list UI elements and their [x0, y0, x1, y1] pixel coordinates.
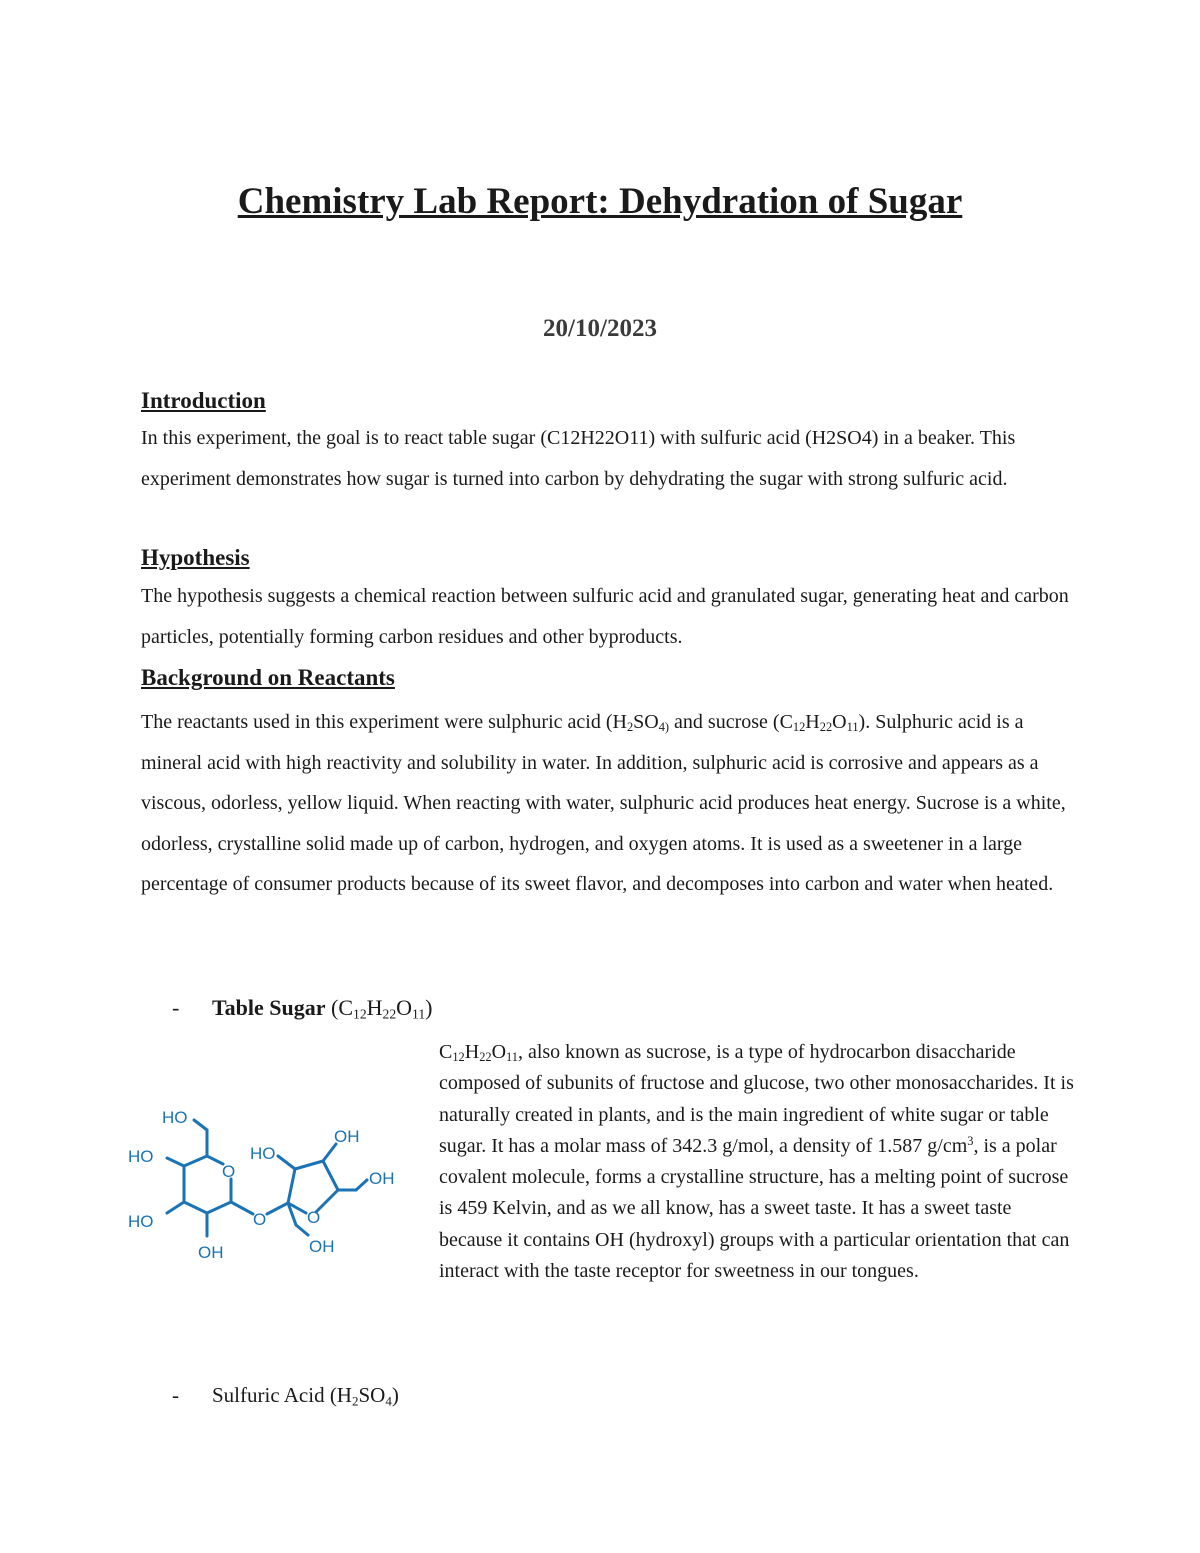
table-sugar-label: Table Sugar	[212, 995, 326, 1020]
molecule-label-ho: HO	[128, 1212, 154, 1231]
background-text: The reactants used in this experiment were sulphuric acid ($H_2SO_{4)}$ and sucrose $(C_{12}H_{22}O_{11})$. Sulphuric acid is a mineral acid with high reactivity and solubility in water. In addition, sulphuric acid is corrosive and appears as a viscous, odorless, yellow liquid. When reacting with water, sulphuric acid produces heat energy. Sucrose is a white, odorless, crystalline solid made up of carbon, hydrogen, and oxygen atoms. It is used as a sweetener in a large percentage of consumer products because of its sweet flavor, and decomposes into carbon and water when heated.	[141, 711, 1066, 895]
molecule-label-ho: HO	[128, 1147, 154, 1166]
hypothesis-heading: Hypothesis	[141, 545, 250, 570]
introduction-text: In this experiment, the goal is to react table sugar (C12H22O11) with sulfuric acid (H2SO4) in a beaker. This experiment demonstrates how sugar is turned into carbon by dehydrating the sugar with strong sulfuric acid.	[141, 427, 1016, 490]
molecule-label-oh: OH	[334, 1127, 360, 1146]
molecule-label-o: O	[253, 1210, 267, 1229]
introduction-heading: Introduction	[141, 388, 266, 413]
molecule-label-o: O	[222, 1162, 236, 1181]
molecule-label-o: O	[307, 1208, 321, 1227]
molecule-label-ho: HO	[162, 1108, 188, 1127]
background-heading: Background on Reactants	[141, 665, 395, 690]
sulfuric-acid-bullet: - Sulfuric Acid $(H_2SO_4)$	[172, 1383, 399, 1409]
document-title: Chemistry Lab Report: Dehydration of Sugar	[237, 181, 963, 222]
sucrose-structure-diagram	[110, 1060, 420, 1310]
hypothesis-text: The hypothesis suggests a chemical reaction between sulfuric acid and granulated sugar, generating heat and carbon particles, potentially forming carbon residues and other byproducts.	[141, 585, 1069, 648]
molecule-label-oh: OH	[309, 1237, 335, 1256]
molecule-label-oh: OH	[369, 1169, 395, 1188]
molecule-label-ho: HO	[250, 1144, 276, 1163]
molecule-label-oh: OH	[198, 1243, 224, 1262]
table-sugar-description: $C_{12}H_{22}O_{11}$, also known as sucrose, is a type of hydrocarbon disaccharide composed of subunits of fructose and glucose, two other monosaccharides. It is naturally created in plants, and is the main ingredient of white sugar or table sugar. It has a molar mass of 342.3 g/mol, a density of 1.587 $g/cm^3$, is a polar covalent molecule, forms a crystalline structure, has a melting point of sucrose is 459 Kelvin, and as we all know, has a sweet taste. It has a sweet taste because it contains OH (hydroxyl) groups with a particular orientation that can interact with the taste receptor for sweetness in our tongues.	[439, 1041, 1074, 1283]
report-date: 20/10/2023	[543, 315, 657, 342]
table-sugar-bullet: - Table Sugar $(C_{12}H_{22}O_{11})$	[172, 995, 433, 1022]
